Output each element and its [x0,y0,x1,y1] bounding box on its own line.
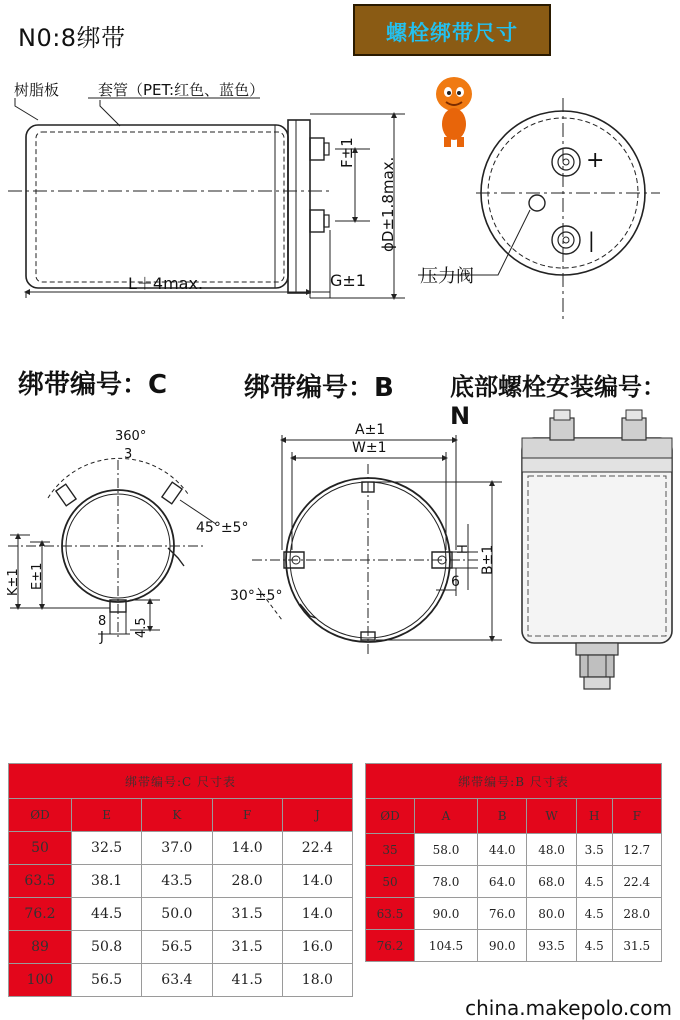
table-row [9,865,353,898]
band-b-drawing [230,420,510,660]
table-c-header: ØD [9,799,72,832]
pressure-valve [529,195,545,211]
table-cell: 93.5 [527,930,576,962]
c-eight: 8 [98,614,107,629]
banner-text: 螺栓绑带尺寸 [386,21,518,45]
table-cell: 63.5 [9,865,72,898]
table-cell: 90.0 [415,898,478,930]
section-n-title: 底部螺栓安装编号：N [450,373,666,430]
table-cell: 50.8 [72,931,142,964]
table-c-header: K [142,799,212,832]
table-cell: 22.4 [612,866,661,898]
title-banner [353,4,551,56]
table-b [365,763,662,962]
minus-sign: | [588,228,595,252]
table-cell: 41.5 [212,964,282,997]
b-six: 6 [451,574,460,590]
table-cell: 56.5 [142,931,212,964]
c-deg: 360° [115,429,147,444]
resin-board [288,120,310,293]
footer-watermark: china.makepolo.com [465,996,672,1020]
table-b-title: 绑带编号:B 尺寸表 [366,764,662,799]
dim-f: F±1 [338,137,356,168]
table-cell: 32.5 [72,832,142,865]
table-cell: 37.0 [142,832,212,865]
bottom-bolt-drawing [510,400,680,700]
table-b-header: B [478,799,527,834]
table-c-title: 绑带编号:C 尺寸表 [9,764,353,799]
table-cell: 14.0 [282,898,352,931]
section-c-title: 绑带编号：C [18,370,168,400]
table-b-header: H [576,799,612,834]
c-e: E±1 [30,562,45,590]
table-row [9,964,353,997]
section-b-title: 绑带编号：B [244,373,394,403]
table-cell: 44.0 [478,834,527,866]
terminal-top [310,138,324,160]
table-cell: 35 [366,834,415,866]
c-angle: 45°±5° [196,520,249,536]
table-cell: 50 [366,866,415,898]
table-cell: 68.0 [527,866,576,898]
table-cell: 48.0 [527,834,576,866]
band-c-drawing [0,420,230,660]
plus-terminal [552,148,580,176]
table-cell: 63.4 [142,964,212,997]
table-row [9,898,353,931]
b-angle: 30°±5° [230,588,283,604]
table-cell: 63.5 [366,898,415,930]
table-b-header: A [415,799,478,834]
table-cell: 4.5 [576,866,612,898]
table-cell: 76.2 [9,898,72,931]
table-row [366,866,662,898]
capacitor-body [26,125,288,288]
capacitor-drawing [0,70,680,330]
b-h: H [456,544,471,554]
table-b-header: F [612,799,661,834]
table-b-header: ØD [366,799,415,834]
resin-board-label: 树脂板 [14,81,60,99]
sleeve-outline [36,132,284,282]
c-three: 3 [124,447,133,462]
table-cell: 18.0 [282,964,352,997]
table-cell: 14.0 [282,865,352,898]
table-b-header: W [527,799,576,834]
table-row [366,930,662,962]
table-cell: 50.0 [142,898,212,931]
terminal-bottom [310,210,324,232]
table-row [366,834,662,866]
table-cell: 28.0 [212,865,282,898]
sleeve-label: 套管（PET:红色、蓝色） [98,81,265,99]
table-cell: 38.1 [72,865,142,898]
table-cell: 31.5 [612,930,661,962]
table-cell: 4.5 [576,930,612,962]
table-cell: 44.5 [72,898,142,931]
table-cell: 56.5 [72,964,142,997]
table-cell: 50 [9,832,72,865]
table-cell: 78.0 [415,866,478,898]
table-cell: 3.5 [576,834,612,866]
dim-g: G±1 [330,271,366,290]
table-cell: 4.5 [576,898,612,930]
table-cell: 90.0 [478,930,527,962]
table-cell: 31.5 [212,931,282,964]
dim-l: L＋4max. [128,274,204,293]
c-k: K±1 [6,568,21,596]
table-cell: 89 [9,931,72,964]
table-cell: 80.0 [527,898,576,930]
table-c [8,763,353,997]
table-cell: 58.0 [415,834,478,866]
page-title: N0:8绑带 [18,24,126,52]
table-c-header: F [212,799,282,832]
minus-terminal [552,226,580,254]
mascot-icon [430,72,480,152]
table-row [9,832,353,865]
c-j: J [100,630,104,645]
b-a: A±1 [355,422,386,438]
table-cell: 22.4 [282,832,352,865]
table-cell: 76.2 [366,930,415,962]
table-c-header: E [72,799,142,832]
b-b: B±1 [480,544,496,575]
b-w: W±1 [352,440,387,456]
c-4-5: 4.5 [134,617,149,638]
table-cell: 100 [9,964,72,997]
table-cell: 28.0 [612,898,661,930]
table-cell: 16.0 [282,931,352,964]
table-cell: 64.0 [478,866,527,898]
table-row [366,898,662,930]
plus-sign: + [586,148,605,173]
table-cell: 12.7 [612,834,661,866]
table-row [9,931,353,964]
table-cell: 31.5 [212,898,282,931]
table-cell: 14.0 [212,832,282,865]
table-c-header: J [282,799,352,832]
dim-d: ϕD±1.8max. [379,156,397,252]
table-cell: 104.5 [415,930,478,962]
table-cell: 76.0 [478,898,527,930]
table-cell: 43.5 [142,865,212,898]
valve-label: 压力阀 [420,266,474,287]
